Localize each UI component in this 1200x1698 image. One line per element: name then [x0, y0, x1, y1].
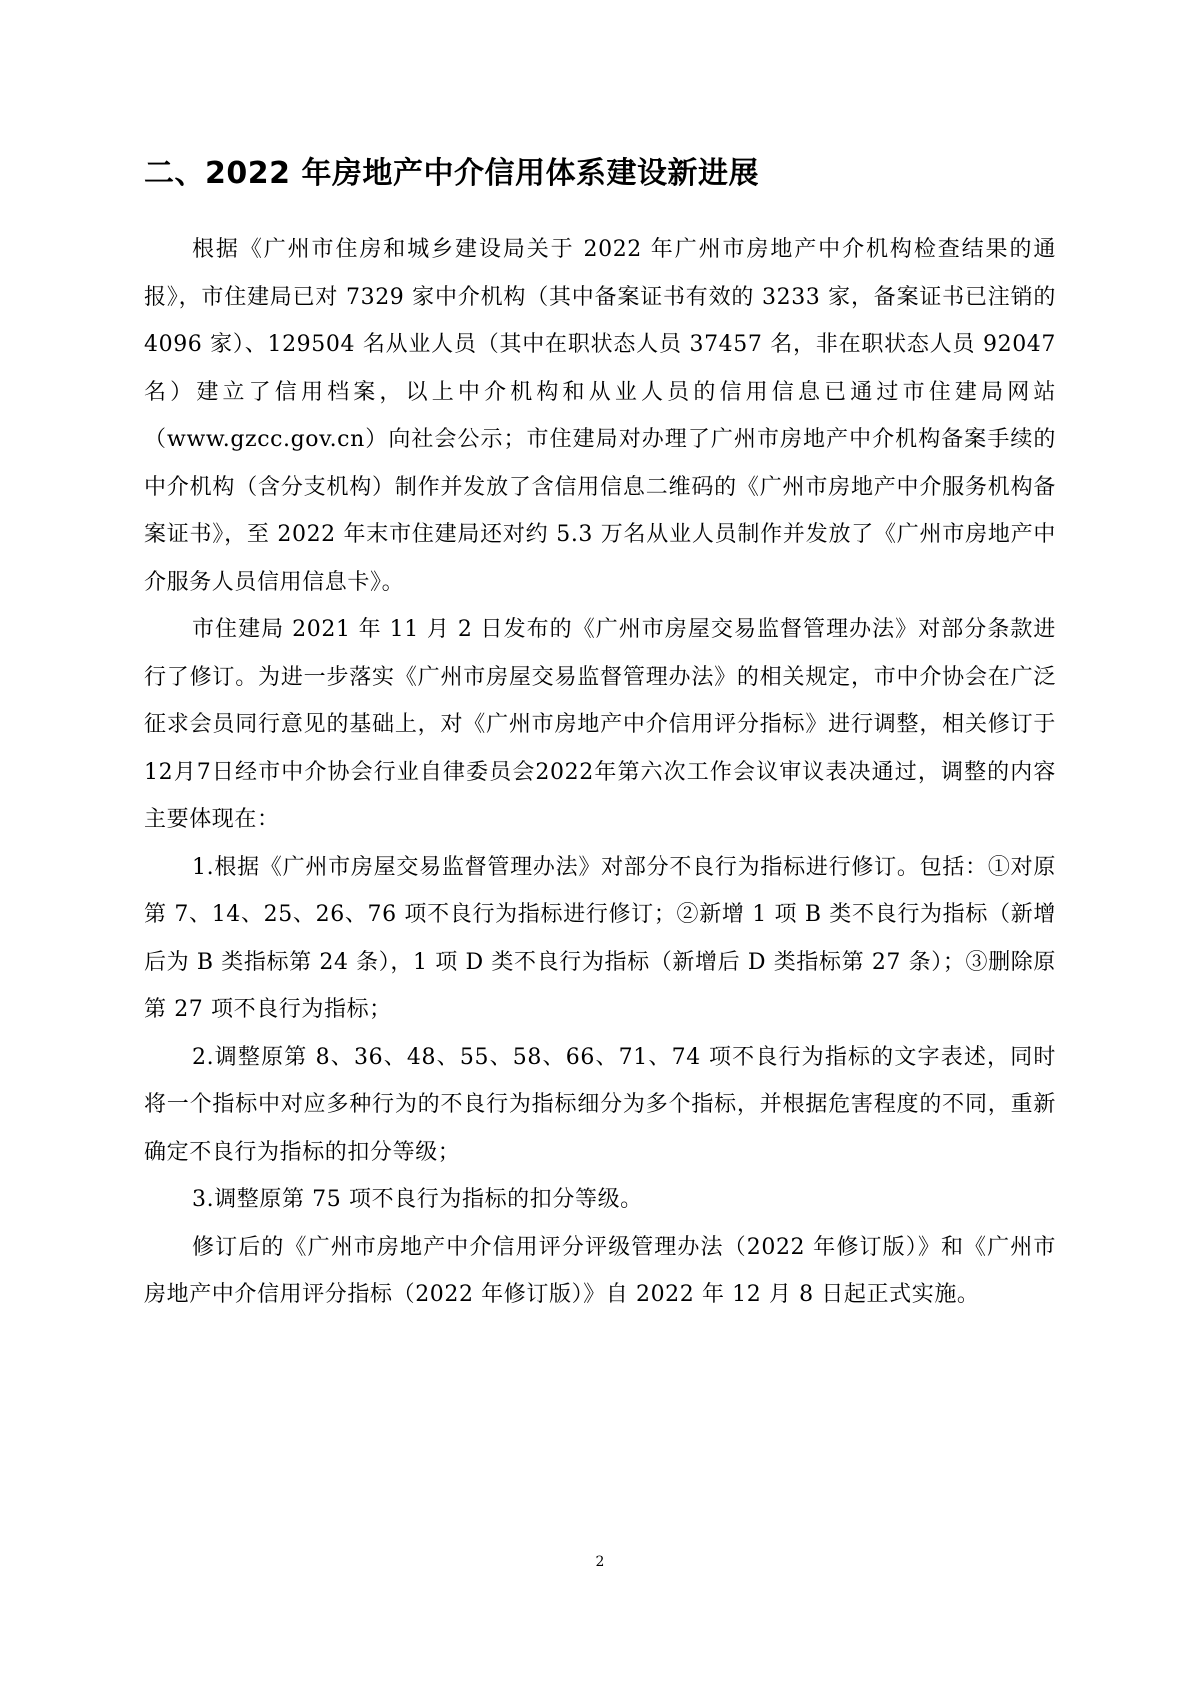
list-item-revision-1: 1.根据《广州市房屋交易监督管理办法》对部分不良行为指标进行修订。包括：①对原第 7、14、25、26、76 项不良行为指标进行修订；②新增 1 项 B 类不良行为指标（新增后为 B 类指标第 24 条），1 项 D 类不良行为指标（新增后 D 类指标第 27 条）；③删除原第 27 项不良行为指标； [144, 854, 1056, 1022]
list-item-revision-3: 3.调整原第 75 项不良行为指标的扣分等级。 [192, 1187, 643, 1212]
section-heading: 二、2022 年房地产中介信用体系建设新进展 [144, 156, 759, 191]
page-number: 2 [595, 1554, 605, 1570]
paragraph-regulation-revision: 市住建局 2021 年 11 月 2 日发布的《广州市房屋交易监督管理办法》对部分条款进行了修订。为进一步落实《广州市房屋交易监督管理办法》的相关规定，市中介协会在广泛征求会员同行意见的基础上，对《广州市房地产中介信用评分指标》进行调整，相关修订于12月7日经市中介协会行业自律委员会2022年第六次工作会议审议表决通过，调整的内容主要体现在： [144, 617, 1056, 832]
paragraph-effective-date: 修订后的《广州市房地产中介信用评分评级管理办法（2022 年修订版）》和《广州市房地产中介信用评分指标（2022 年修订版）》自 2022 年 12 月 8 日起正式实施。 [144, 1234, 1056, 1307]
list-item-revision-2: 2.调整原第 8、36、48、55、58、66、71、74 项不良行为指标的文字表述，同时将一个指标中对应多种行为的不良行为指标细分为多个指标，并根据危害程度的不同，重新确定不良行为指标的扣分等级； [144, 1044, 1056, 1165]
body-text [144, 226, 1056, 1319]
paragraph-credit-archives: 根据《广州市住房和城乡建设局关于 2022 年广州市房地产中介机构检查结果的通报》，市住建局已对 7329 家中介机构（其中备案证书有效的 3233 家，备案证书已注销的 4096 家）、129504 名从业人员（其中在职状态人员 37457 名，非在职状态人员 92047 名）建立了信用档案，以上中介机构和从业人员的信用信息已通过市住建局网站（www.gzcc.gov.cn）向社会公示；市住建局对办理了广州市房地产中介机构备案手续的中介机构（含分支机构）制作并发放了含信用信息二维码的《广州市房地产中介服务机构备案证书》，至 2022 年末市住建局还对约 5.3 万名从业人员制作并发放了《广州市房地产中介服务人员信用信息卡》。 [144, 237, 1056, 595]
